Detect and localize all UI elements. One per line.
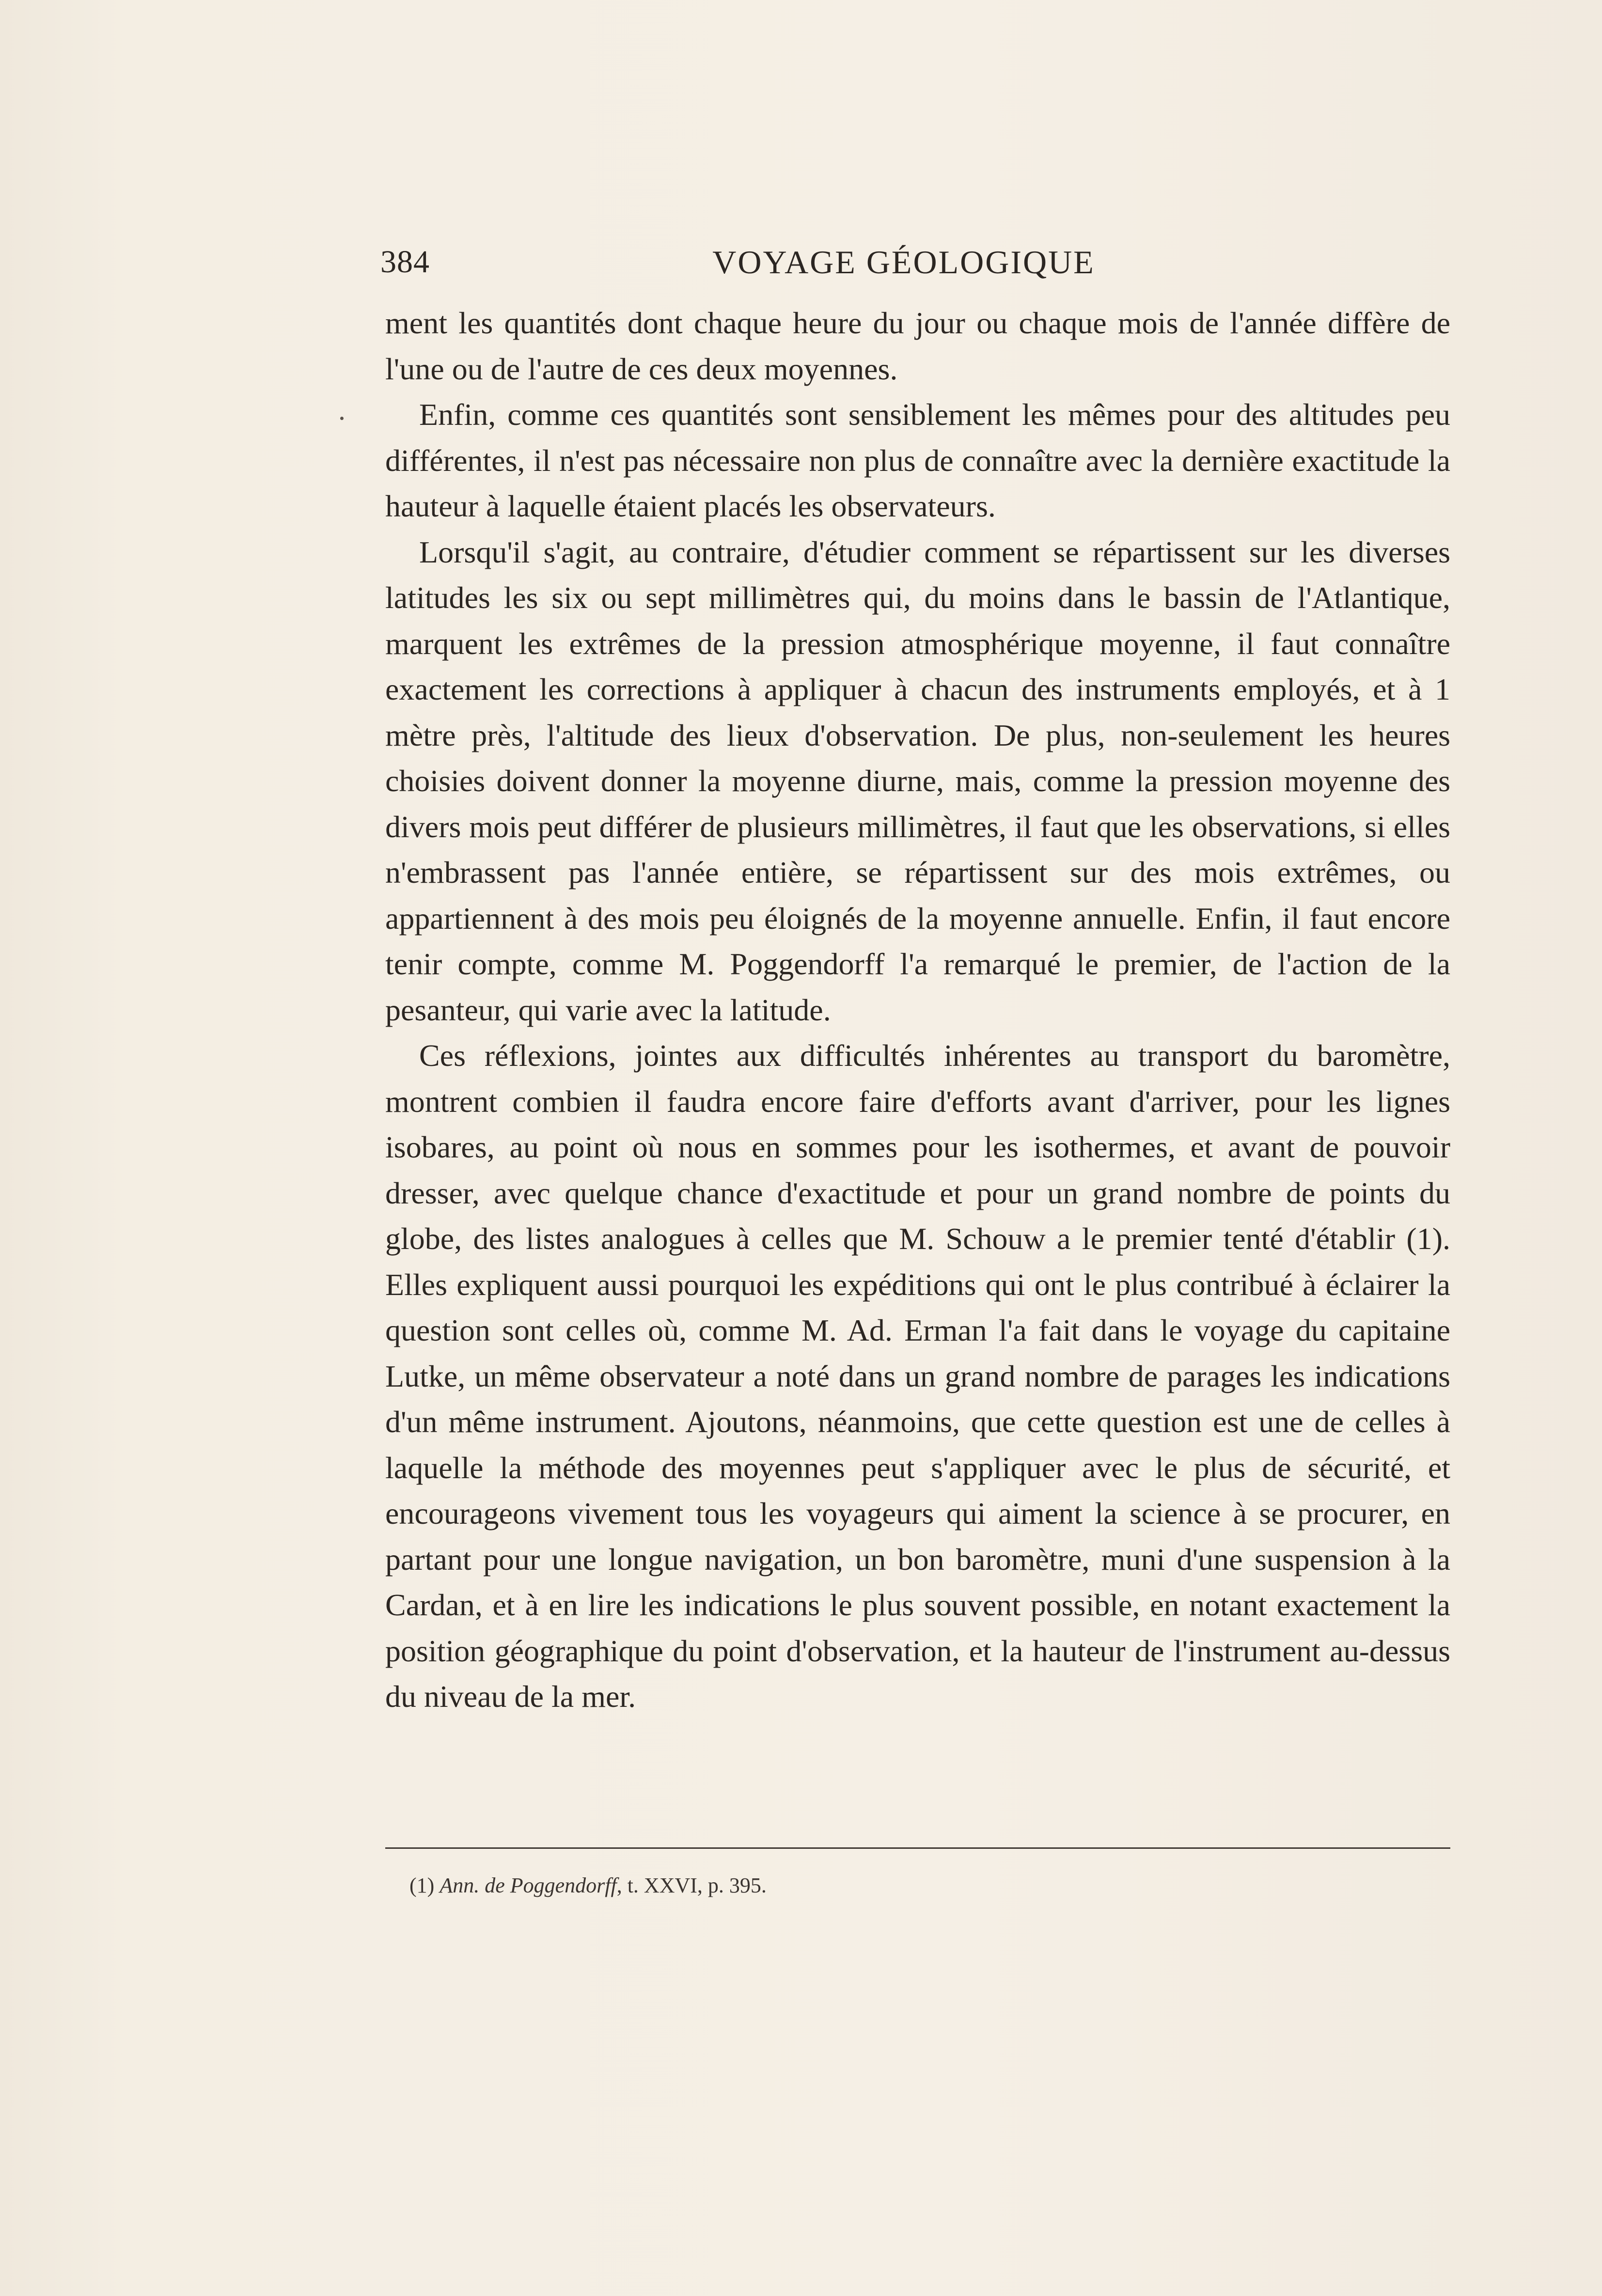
paragraph-3: Lorsqu'il s'agit, au contraire, d'étudier comment se répartissent sur les diverses latitudes les six ou sept millimètres qui, du moins dans le bassin de l'Atlantique, marquent les extrêmes de la pression atmosphérique moyenne, il faut connaître exactement les corrections à appliquer à chacun des instruments employés, et à 1 mètre près, l'altitude des lieux d'observation. De plus, non-seulement les heures choisies doivent donner la moyenne diurne, mais, comme la pression moyenne des divers mois peut différer de plusieurs millimètres, il faut que les observations, si elles n'embrassent pas l'année entière, se répartissent sur des mois extrêmes, ou appartiennent à des mois peu éloignés de la moyenne annuelle. Enfin, il faut encore tenir compte, comme M. Poggendorff l'a remarqué le premier, de l'action de la pesanteur, qui varie avec la latitude. [385, 534, 1450, 1027]
footnote-marker: (1) [409, 1874, 440, 1897]
margin-dot [340, 417, 344, 420]
page-number: 384 [380, 244, 430, 280]
footnote [409, 1871, 1427, 1900]
body-text [385, 300, 1450, 1720]
paragraph-4: Ces réflexions, jointes aux difficultés inhérentes au transport du baromètre, montrent combien il faudra encore faire d'efforts avant d'arriver, pour les lignes isobares, au point où nous en sommes pour les isothermes, et avant de pouvoir dresser, avec quelque chance d'exactitude et pour un grand nombre de points du globe, des listes analogues à celles que M. Schouw a le premier tenté d'établir (1). Elles expliquent aussi pourquoi les expéditions qui ont le plus contribué à éclairer la question sont celles où, comme M. Ad. Erman l'a fait dans le voyage du capitaine Lutke, un même observateur a noté dans un grand nombre de parages les indications d'un même instrument. Ajoutons, néanmoins, que cette question est une de celles à laquelle la méthode des moyennes peut s'appliquer avec le plus de sécurité, et encourageons vivement tous les voyageurs qui aiment la science à se procurer, en partant pour une longue navigation, un bon baromètre, muni d'une suspension à la Cardan, et à en lire les indications le plus souvent possible, en notant exactement la position géographique du point d'observation, et la hauteur de l'instrument au-dessus du niveau de la mer. [385, 1038, 1450, 1714]
paragraph-1: ment les quantités dont chaque heure du jour ou chaque mois de l'année diffère de l'une ou de l'autre de ces deux moyennes. [385, 306, 1450, 386]
paragraph-2: Enfin, comme ces quantités sont sensiblement les mêmes pour des altitudes peu différentes, il n'est pas nécessaire non plus de connaître avec la dernière exactitude la hauteur à laquelle étaient placés les observateurs. [385, 397, 1450, 523]
page-header [380, 235, 1446, 289]
running-title: VOYAGE GÉOLOGIQUE [712, 244, 1095, 281]
footnote-divider [385, 1847, 1450, 1849]
footnote-source: Ann. de Poggendorff [440, 1874, 617, 1897]
footnote-reference: , t. XXVI, p. 395. [616, 1874, 767, 1897]
